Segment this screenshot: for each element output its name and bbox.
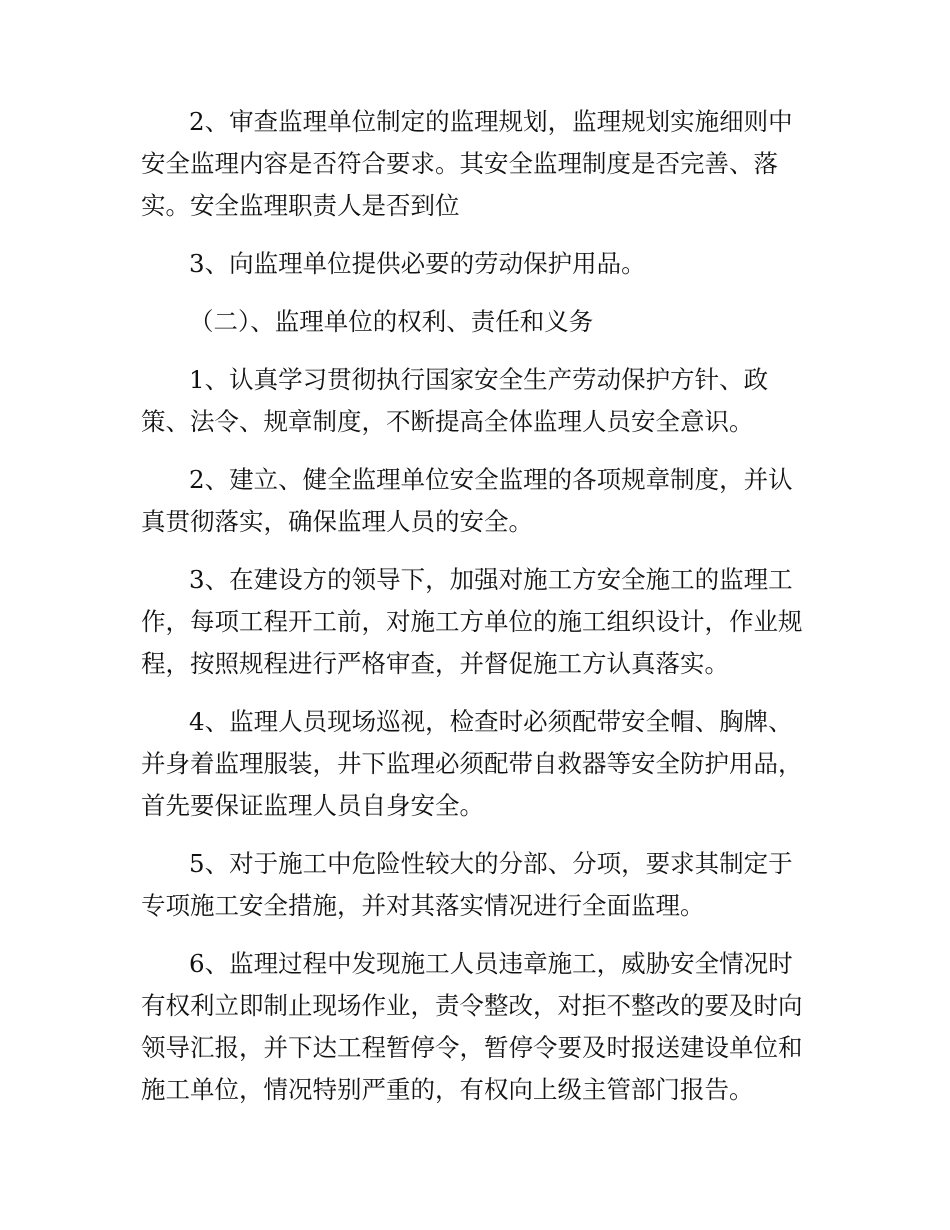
text-line: 3、在建设方的领导下，加强对施工方安全施工的监理工 <box>189 565 793 594</box>
section-heading-text: （二）、监理单位的权利、责任和义务 <box>189 307 594 336</box>
text-line: 真贯彻落实，确保监理人员的安全。 <box>141 507 533 536</box>
paragraph-item-4-site-inspection <box>141 701 821 827</box>
text-line: 4、监理人员现场巡视，检查时必须配带安全帽、胸牌、 <box>189 707 793 736</box>
paragraph-item-3-supervision-work <box>141 559 821 685</box>
text-line: 2、建立、健全监理单位安全监理的各项规章制度，并认 <box>189 465 793 494</box>
text-line: 领导汇报，并下达工程暂停令，暂停令要及时报送建设单位和 <box>141 1033 803 1062</box>
text-line: 安全监理内容是否符合要求。其安全监理制度是否完善、落 <box>141 149 778 178</box>
text-line: 6、监理过程中发现施工人员违章施工，威胁安全情况时 <box>189 949 793 978</box>
document-page <box>141 101 821 1127</box>
text-line: 实。安全监理职责人是否到位 <box>141 191 460 220</box>
text-line: 5、对于施工中危险性较大的分部、分项，要求其制定于 <box>189 849 793 878</box>
text-line: 首先要保证监理人员自身安全。 <box>141 791 484 820</box>
paragraph-item-5-hazardous-works <box>141 843 821 927</box>
text-line: 3、向监理单位提供必要的劳动保护用品。 <box>189 249 646 278</box>
section-heading <box>141 301 821 343</box>
text-line: 并身着监理服装，井下监理必须配带自救器等安全防护用品， <box>141 749 803 778</box>
text-line: 作，每项工程开工前，对施工方单位的施工组织设计，作业规 <box>141 607 803 636</box>
text-line: 施工单位，情况特别严重的，有权向上级主管部门报告。 <box>141 1075 754 1104</box>
paragraph-item-2-review-plan <box>141 101 821 227</box>
text-line: 有权利立即制止现场作业，责令整改，对拒不整改的要及时向 <box>141 991 803 1020</box>
text-line: 策、法令、规章制度，不断提高全体监理人员安全意识。 <box>141 407 754 436</box>
text-line: 程，按照规程进行严格审查，并督促施工方认真落实。 <box>141 649 729 678</box>
text-line: 专项施工安全措施，并对其落实情况进行全面监理。 <box>141 891 705 920</box>
paragraph-item-6-violations <box>141 943 821 1111</box>
text-line: 2、审查监理单位制定的监理规划，监理规划实施细则中 <box>189 107 793 136</box>
paragraph-item-3-protective-equipment <box>141 243 821 285</box>
paragraph-item-2-establish-rules <box>141 459 821 543</box>
text-line: 1、认真学习贯彻执行国家安全生产劳动保护方针、政 <box>189 365 769 394</box>
paragraph-item-1-study-policy <box>141 359 821 443</box>
